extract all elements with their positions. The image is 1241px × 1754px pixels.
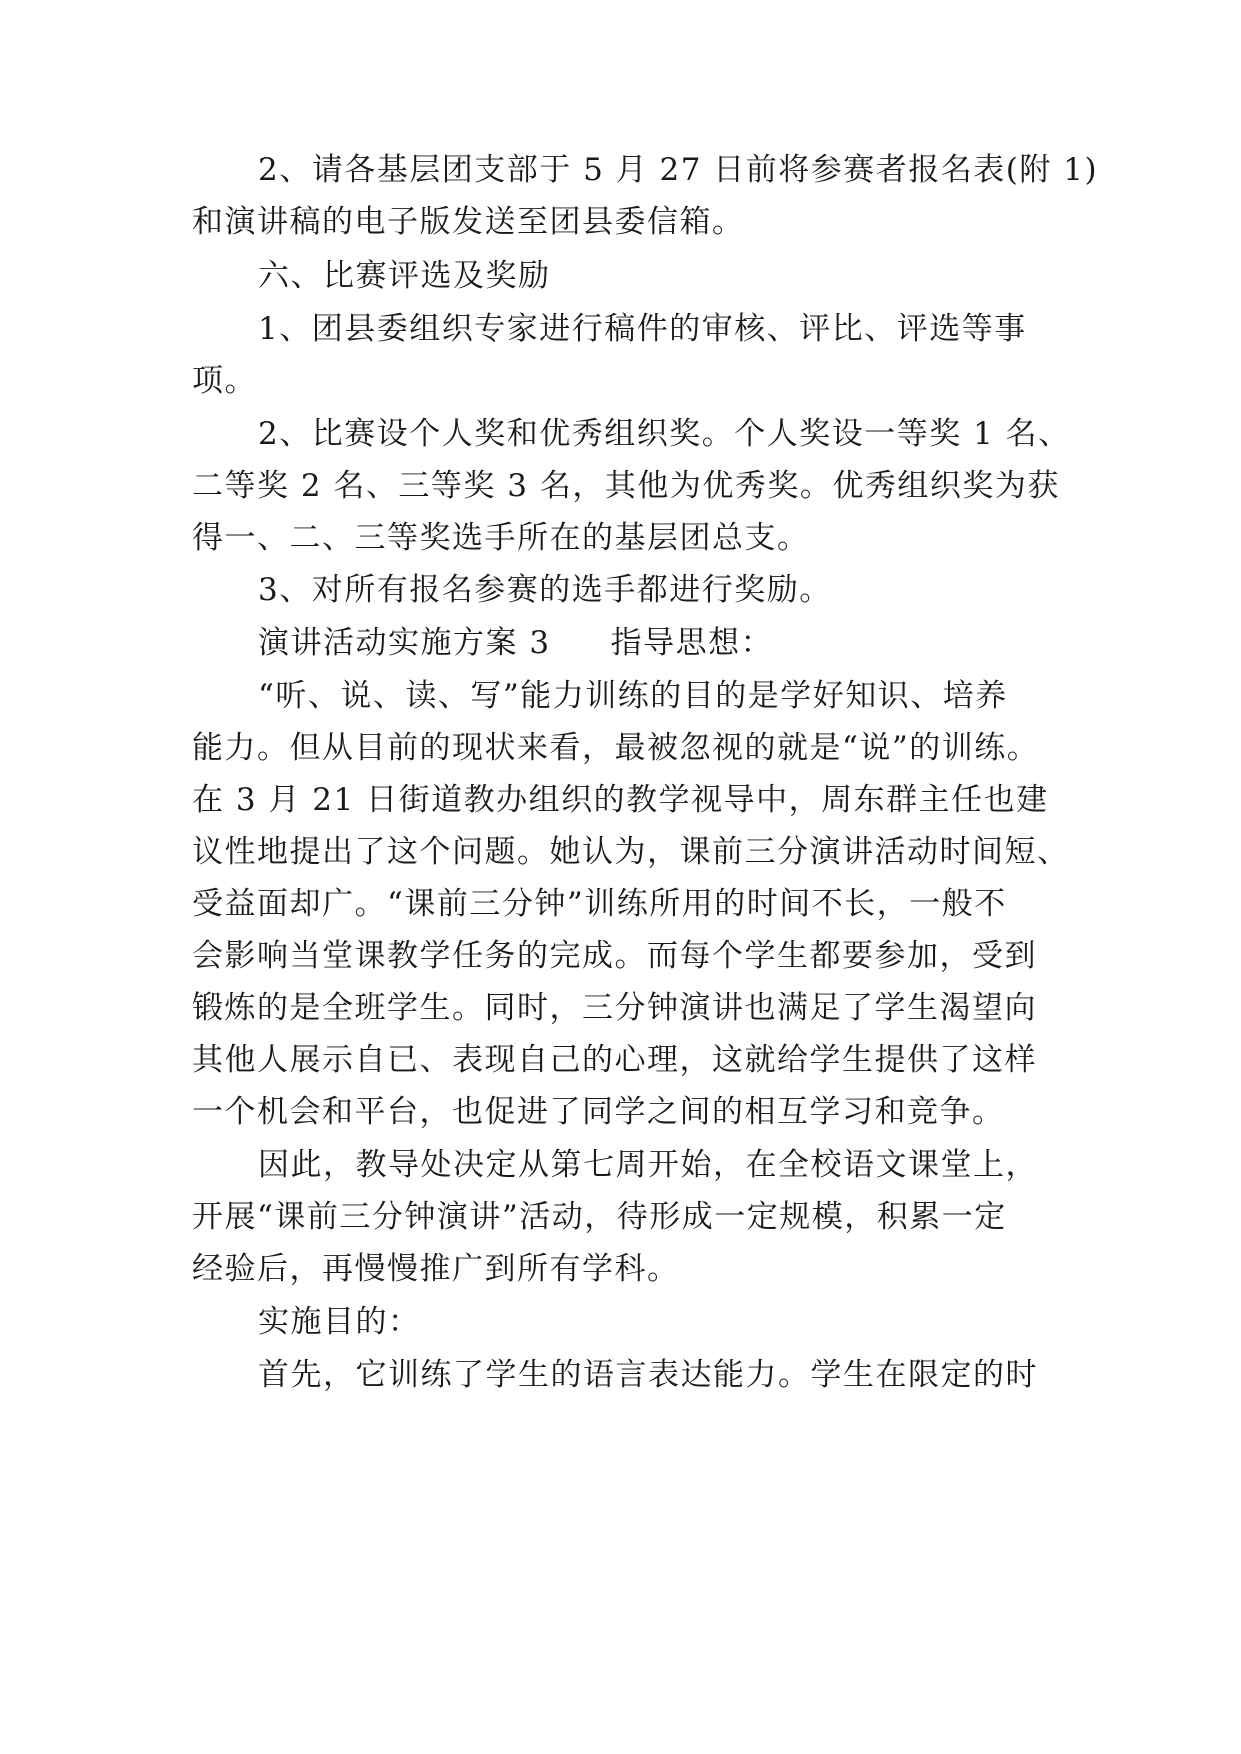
paragraph-line: 议性地提出了这个问题。她认为，课前三分演讲活动时间短、 — [192, 834, 1070, 870]
paragraph-line: 二等奖 2 名、三等奖 3 名，其他为优秀奖。优秀组织奖为获 — [192, 468, 1060, 504]
paragraph-line: 能力。但从目前的现状来看，最被忽视的就是“说”的训练。 — [192, 730, 1040, 766]
paragraph-line: 首先，它训练了学生的语言表达能力。学生在限定的时 — [258, 1357, 1038, 1393]
paragraph-line: 项。 — [192, 363, 257, 399]
paragraph-line: 因此，教导处决定从第七周开始，在全校语文课堂上， — [258, 1147, 1038, 1183]
paragraph-line: 得一、二、三等奖选手所在的基层团总支。 — [192, 520, 810, 556]
plan-title: 演讲活动实施方案 3 — [258, 625, 551, 661]
paragraph-line: 在 3 月 21 日街道教办组织的教学视导中，周东群主任也建 — [192, 782, 1049, 818]
paragraph-line: 和演讲稿的电子版发送至团县委信箱。 — [192, 204, 745, 240]
subheading: 指导思想： — [610, 625, 774, 661]
paragraph-line: 一个机会和平台，也促进了同学之间的相互学习和竞争。 — [192, 1094, 1005, 1130]
paragraph-line: “听、说、读、写”能力训练的目的是学好知识、培养 — [258, 678, 1008, 714]
paragraph-line: 3、对所有报名参赛的选手都进行奖励。 — [258, 572, 832, 608]
paragraph-line: 2、比赛设个人奖和优秀组织奖。个人奖设一等奖 1 名、 — [258, 416, 1071, 452]
paragraph-line: 其他人展示自已、表现自己的心理，这就给学生提供了这样 — [192, 1042, 1037, 1078]
paragraph-line: 1、团县委组织专家进行稿件的审核、评比、评选等事 — [258, 311, 1027, 347]
section-heading: 实施目的： — [258, 1304, 421, 1340]
paragraph-line: 会影响当堂课教学任务的完成。而每个学生都要参加，受到 — [192, 938, 1037, 974]
section-heading: 六、比赛评选及奖励 — [258, 258, 551, 294]
paragraph-line: 受益面却广。“课前三分钟”训练所用的时间不长，一般不 — [192, 886, 1007, 922]
paragraph-line: 2、请各基层团支部于 5 月 27 日前将参赛者报名表(附 1) — [258, 152, 1099, 188]
section-heading — [0, 623, 1241, 663]
paragraph-line: 锻炼的是全班学生。同时，三分钟演讲也满足了学生渴望向 — [192, 990, 1037, 1026]
paragraph-line: 经验后，再慢慢推广到所有学科。 — [192, 1251, 680, 1287]
paragraph-line: 开展“课前三分钟演讲”活动，待形成一定规模，积累一定 — [192, 1199, 1007, 1235]
